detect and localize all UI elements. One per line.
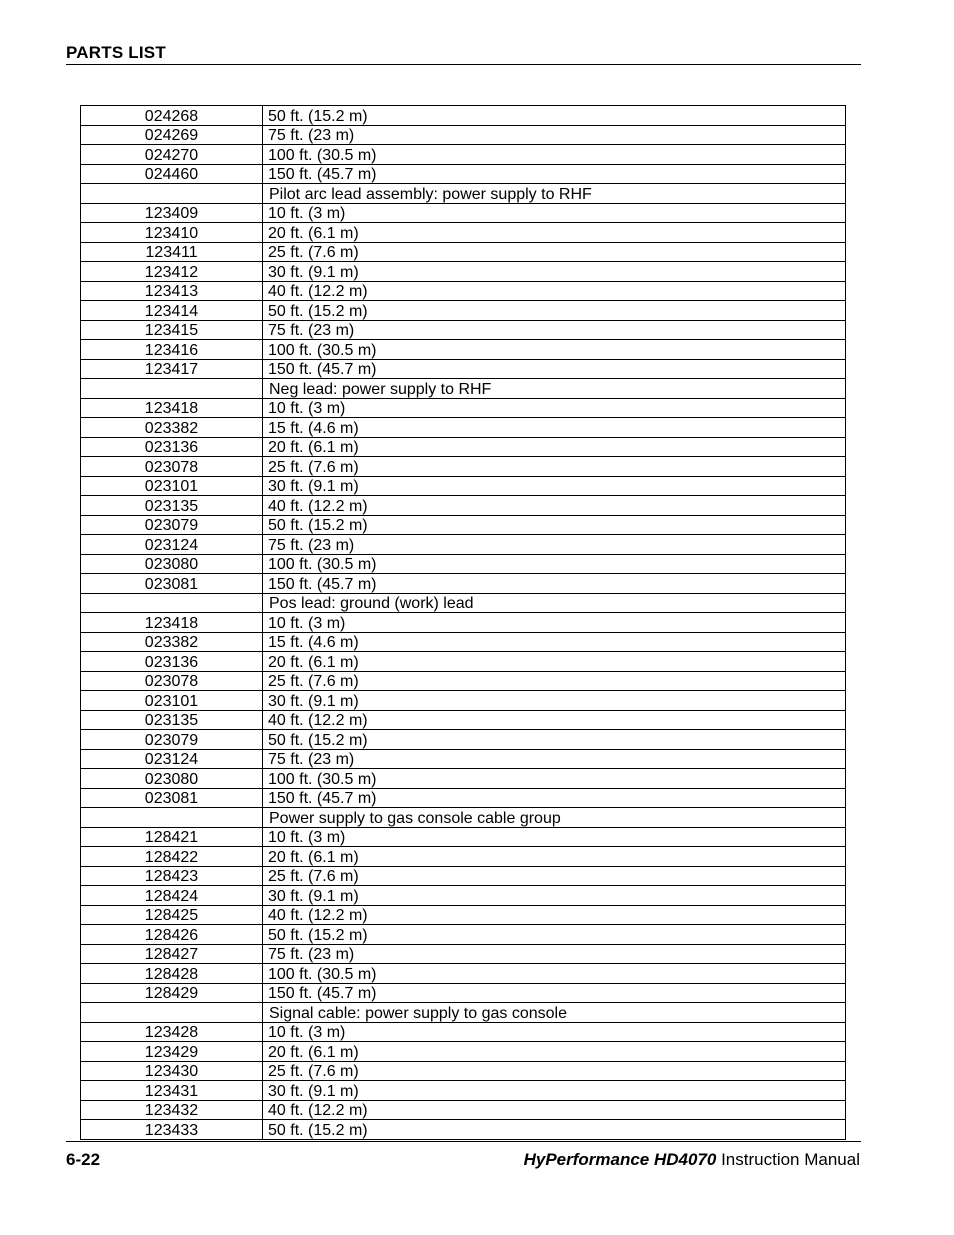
- description-cell: 50 ft. (15.2 m): [263, 515, 846, 535]
- description-cell: 75 ft. (23 m): [263, 125, 846, 145]
- table-row: [81, 262, 846, 282]
- description-cell: 25 ft. (7.6 m): [263, 671, 846, 691]
- table-row: [81, 925, 846, 945]
- table-row: [81, 535, 846, 555]
- part-number-cell: 023079: [81, 515, 263, 535]
- footer-divider: [66, 1141, 861, 1142]
- table-row: [81, 320, 846, 340]
- table-row: [81, 145, 846, 165]
- table-row: [81, 1081, 846, 1101]
- group-title-cell: Signal cable: power supply to gas console: [263, 1003, 846, 1023]
- description-cell: 150 ft. (45.7 m): [263, 983, 846, 1003]
- part-number-cell: 128425: [81, 905, 263, 925]
- part-number-cell: 128424: [81, 886, 263, 906]
- group-header-row: [81, 184, 846, 204]
- table-row: [81, 418, 846, 438]
- description-cell: 15 ft. (4.6 m): [263, 632, 846, 652]
- description-cell: 20 ft. (6.1 m): [263, 1042, 846, 1062]
- table-row: [81, 437, 846, 457]
- table-row: [81, 281, 846, 301]
- description-cell: 20 ft. (6.1 m): [263, 437, 846, 457]
- table-row: [81, 691, 846, 711]
- description-cell: 50 ft. (15.2 m): [263, 925, 846, 945]
- description-cell: 75 ft. (23 m): [263, 944, 846, 964]
- table-row: [81, 827, 846, 847]
- product-name: HyPerformance HD4070: [523, 1150, 717, 1169]
- parts-table: [80, 105, 846, 1140]
- table-row: [81, 613, 846, 633]
- table-row: [81, 847, 846, 867]
- manual-title: [524, 1150, 860, 1170]
- part-number-cell: 123413: [81, 281, 263, 301]
- table-row: [81, 515, 846, 535]
- part-number-cell: 128428: [81, 964, 263, 984]
- description-cell: 50 ft. (15.2 m): [263, 1120, 846, 1140]
- table-row: [81, 476, 846, 496]
- description-cell: 100 ft. (30.5 m): [263, 554, 846, 574]
- part-number-cell: 024270: [81, 145, 263, 165]
- description-cell: 10 ft. (3 m): [263, 203, 846, 223]
- part-number-cell: 023078: [81, 457, 263, 477]
- description-cell: 15 ft. (4.6 m): [263, 418, 846, 438]
- part-number-cell: 123431: [81, 1081, 263, 1101]
- description-cell: 100 ft. (30.5 m): [263, 769, 846, 789]
- part-number-cell: 128429: [81, 983, 263, 1003]
- group-title-cell: Neg lead: power supply to RHF: [263, 379, 846, 399]
- group-header-row: [81, 593, 846, 613]
- table-row: [81, 301, 846, 321]
- table-row: [81, 710, 846, 730]
- table-row: [81, 1061, 846, 1081]
- part-number-cell: 024460: [81, 164, 263, 184]
- description-cell: 30 ft. (9.1 m): [263, 886, 846, 906]
- description-cell: 75 ft. (23 m): [263, 749, 846, 769]
- description-cell: 40 ft. (12.2 m): [263, 1100, 846, 1120]
- table-row: [81, 398, 846, 418]
- part-number-cell: 123432: [81, 1100, 263, 1120]
- part-number-cell: 123418: [81, 398, 263, 418]
- table-row: [81, 944, 846, 964]
- table-row: [81, 1022, 846, 1042]
- page-number: 6-22: [66, 1150, 101, 1169]
- table-row: [81, 125, 846, 145]
- table-row: [81, 223, 846, 243]
- part-number-cell: 023136: [81, 437, 263, 457]
- part-number-cell: 123412: [81, 262, 263, 282]
- part-number-cell: 123433: [81, 1120, 263, 1140]
- group-title-cell: Pilot arc lead assembly: power supply to RHF: [263, 184, 846, 204]
- part-number-cell: 123416: [81, 340, 263, 360]
- part-number-cell: 123418: [81, 613, 263, 633]
- part-number-cell: [81, 379, 263, 399]
- description-cell: 150 ft. (45.7 m): [263, 788, 846, 808]
- table-row: [81, 242, 846, 262]
- table-row: [81, 964, 846, 984]
- part-number-cell: 123414: [81, 301, 263, 321]
- group-header-row: [81, 379, 846, 399]
- part-number-cell: [81, 808, 263, 828]
- table-row: [81, 496, 846, 516]
- description-cell: 50 ft. (15.2 m): [263, 106, 846, 126]
- description-cell: 100 ft. (30.5 m): [263, 964, 846, 984]
- description-cell: 100 ft. (30.5 m): [263, 340, 846, 360]
- table-row: [81, 359, 846, 379]
- description-cell: 100 ft. (30.5 m): [263, 145, 846, 165]
- part-number-cell: 123410: [81, 223, 263, 243]
- table-row: [81, 1120, 846, 1140]
- description-cell: 50 ft. (15.2 m): [263, 730, 846, 750]
- description-cell: 40 ft. (12.2 m): [263, 281, 846, 301]
- part-number-cell: 128423: [81, 866, 263, 886]
- part-number-cell: [81, 184, 263, 204]
- page-section-title: PARTS LIST: [66, 43, 166, 62]
- part-number-cell: 123409: [81, 203, 263, 223]
- description-cell: 25 ft. (7.6 m): [263, 1061, 846, 1081]
- description-cell: 30 ft. (9.1 m): [263, 476, 846, 496]
- part-number-cell: 128427: [81, 944, 263, 964]
- table-row: [81, 905, 846, 925]
- table-row: [81, 574, 846, 594]
- table-row: [81, 886, 846, 906]
- group-title-cell: Power supply to gas console cable group: [263, 808, 846, 828]
- description-cell: 50 ft. (15.2 m): [263, 301, 846, 321]
- description-cell: 30 ft. (9.1 m): [263, 1081, 846, 1101]
- table-row: [81, 866, 846, 886]
- part-number-cell: 023124: [81, 535, 263, 555]
- part-number-cell: 123428: [81, 1022, 263, 1042]
- group-title-cell: Pos lead: ground (work) lead: [263, 593, 846, 613]
- description-cell: 75 ft. (23 m): [263, 320, 846, 340]
- description-cell: 10 ft. (3 m): [263, 613, 846, 633]
- part-number-cell: 023135: [81, 710, 263, 730]
- part-number-cell: 128421: [81, 827, 263, 847]
- part-number-cell: 123411: [81, 242, 263, 262]
- part-number-cell: 023382: [81, 632, 263, 652]
- part-number-cell: 023080: [81, 769, 263, 789]
- description-cell: 40 ft. (12.2 m): [263, 710, 846, 730]
- table-row: [81, 164, 846, 184]
- header-divider: [66, 64, 861, 65]
- description-cell: 30 ft. (9.1 m): [263, 262, 846, 282]
- table-row: [81, 983, 846, 1003]
- part-number-cell: 023382: [81, 418, 263, 438]
- description-cell: 150 ft. (45.7 m): [263, 164, 846, 184]
- table-row: [81, 788, 846, 808]
- description-cell: 20 ft. (6.1 m): [263, 847, 846, 867]
- description-cell: 10 ft. (3 m): [263, 827, 846, 847]
- group-header-row: [81, 808, 846, 828]
- table-row: [81, 1100, 846, 1120]
- table-row: [81, 1042, 846, 1062]
- part-number-cell: [81, 1003, 263, 1023]
- description-cell: 25 ft. (7.6 m): [263, 242, 846, 262]
- part-number-cell: 128422: [81, 847, 263, 867]
- table-row: [81, 106, 846, 126]
- part-number-cell: 023135: [81, 496, 263, 516]
- part-number-cell: 023080: [81, 554, 263, 574]
- part-number-cell: 123430: [81, 1061, 263, 1081]
- parts-table-body: [81, 106, 846, 1140]
- part-number-cell: 123417: [81, 359, 263, 379]
- table-row: [81, 749, 846, 769]
- description-cell: 20 ft. (6.1 m): [263, 652, 846, 672]
- manual-label: Instruction Manual: [716, 1150, 860, 1169]
- part-number-cell: 023078: [81, 671, 263, 691]
- description-cell: 150 ft. (45.7 m): [263, 359, 846, 379]
- part-number-cell: 123429: [81, 1042, 263, 1062]
- description-cell: 10 ft. (3 m): [263, 398, 846, 418]
- part-number-cell: 023136: [81, 652, 263, 672]
- part-number-cell: 023101: [81, 476, 263, 496]
- table-row: [81, 203, 846, 223]
- description-cell: 150 ft. (45.7 m): [263, 574, 846, 594]
- description-cell: 25 ft. (7.6 m): [263, 866, 846, 886]
- description-cell: 40 ft. (12.2 m): [263, 905, 846, 925]
- description-cell: 40 ft. (12.2 m): [263, 496, 846, 516]
- table-row: [81, 769, 846, 789]
- part-number-cell: 023081: [81, 788, 263, 808]
- table-row: [81, 632, 846, 652]
- table-row: [81, 457, 846, 477]
- table-row: [81, 671, 846, 691]
- part-number-cell: 128426: [81, 925, 263, 945]
- description-cell: 30 ft. (9.1 m): [263, 691, 846, 711]
- table-row: [81, 730, 846, 750]
- part-number-cell: 023124: [81, 749, 263, 769]
- part-number-cell: 023079: [81, 730, 263, 750]
- table-row: [81, 554, 846, 574]
- description-cell: 25 ft. (7.6 m): [263, 457, 846, 477]
- part-number-cell: [81, 593, 263, 613]
- part-number-cell: 023101: [81, 691, 263, 711]
- group-header-row: [81, 1003, 846, 1023]
- part-number-cell: 024268: [81, 106, 263, 126]
- table-row: [81, 340, 846, 360]
- description-cell: 75 ft. (23 m): [263, 535, 846, 555]
- part-number-cell: 024269: [81, 125, 263, 145]
- description-cell: 10 ft. (3 m): [263, 1022, 846, 1042]
- description-cell: 20 ft. (6.1 m): [263, 223, 846, 243]
- part-number-cell: 123415: [81, 320, 263, 340]
- part-number-cell: 023081: [81, 574, 263, 594]
- table-row: [81, 652, 846, 672]
